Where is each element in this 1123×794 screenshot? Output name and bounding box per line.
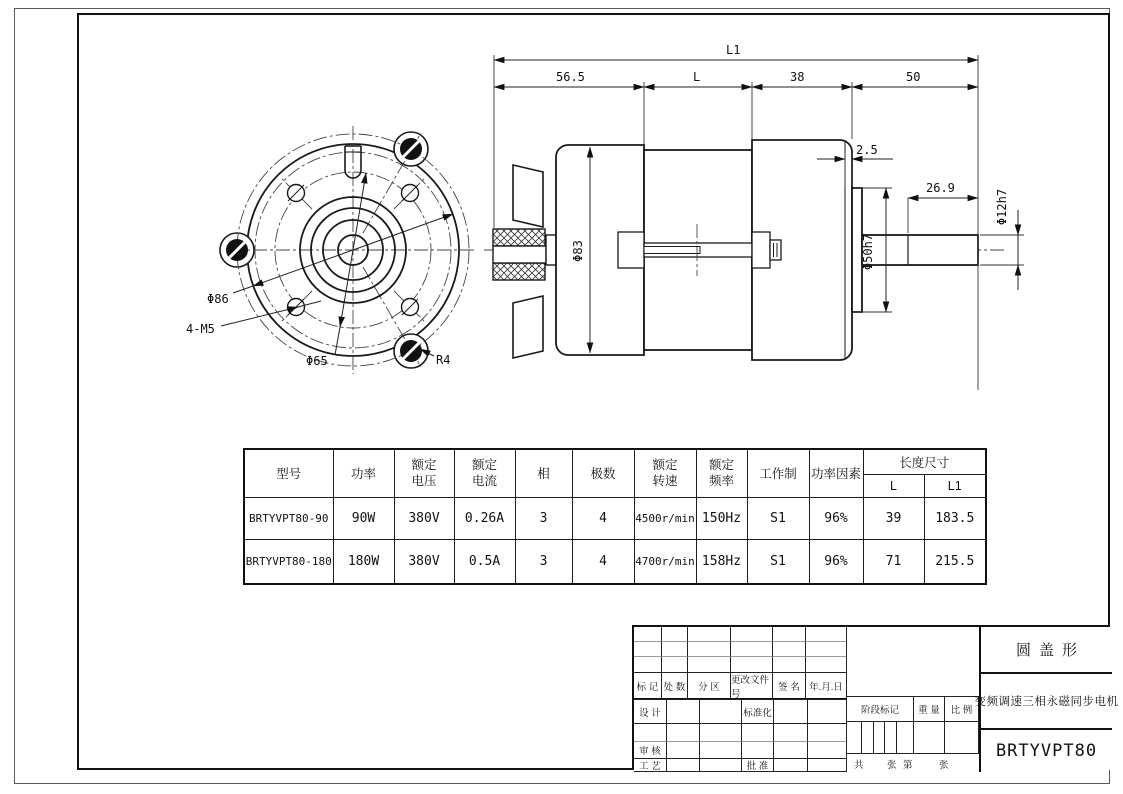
scale-label: 比 例	[945, 697, 979, 722]
review-label: 审 核	[634, 742, 667, 759]
col-header-phase: 相	[515, 449, 572, 497]
dim-4m5: 4-M5	[186, 322, 215, 336]
cell-phase: 3	[515, 497, 572, 539]
dim-d12h7: Φ12h7	[995, 188, 1009, 226]
revision-cell	[731, 642, 773, 657]
cell-current: 0.26A	[454, 497, 515, 539]
signature-cell	[634, 724, 667, 742]
signature-cell	[667, 700, 700, 724]
cell-poles: 4	[572, 497, 634, 539]
revision-header-count: 处 数	[662, 673, 688, 700]
cell-speed: 4700r/min	[634, 539, 696, 584]
col-header-power: 功率	[333, 449, 394, 497]
dim-d83: Φ83	[571, 240, 585, 262]
no-label: 第	[903, 760, 913, 771]
dim-50: 50	[906, 70, 921, 84]
signature-cell	[808, 742, 847, 759]
revision-header-docno: 更改文件号	[731, 673, 773, 700]
cell-phase: 3	[515, 539, 572, 584]
cell-L1: 215.5	[924, 539, 986, 584]
cell-voltage: 380V	[394, 539, 454, 584]
signature-cell	[808, 759, 847, 772]
cell-frequency: 150Hz	[696, 497, 747, 539]
sheet-label: 张	[939, 760, 949, 771]
total-label: 共	[854, 760, 864, 771]
cell-duty: S1	[747, 497, 809, 539]
revision-cell	[662, 627, 688, 642]
col-header-duty: 工作制	[747, 449, 809, 497]
cell-L1: 183.5	[924, 497, 986, 539]
signature-cell	[774, 700, 808, 724]
col-header-voltage: 额定电压	[394, 449, 454, 497]
revision-header-mark: 标 记	[634, 673, 662, 700]
signature-cell	[742, 742, 774, 759]
revision-cell	[731, 627, 773, 642]
revision-cell	[773, 627, 806, 642]
cell-frequency: 158Hz	[696, 539, 747, 584]
dim-l1: L1	[726, 43, 741, 57]
col-header-length: 长度尺寸	[863, 449, 986, 474]
dim-56-5: 56.5	[556, 70, 585, 84]
col-header-frequency: 额定频率	[696, 449, 747, 497]
signature-cell	[808, 700, 847, 724]
type-name: 圆盖形	[981, 627, 1112, 674]
cell-duty: S1	[747, 539, 809, 584]
cell-current: 0.5A	[454, 539, 515, 584]
table-row	[244, 539, 986, 584]
approve-label: 批 准	[742, 759, 774, 772]
revision-cell	[634, 657, 662, 673]
revision-cell	[731, 657, 773, 673]
product-name: 变频调速三相永磁同步电机	[981, 674, 1112, 730]
revision-cell	[806, 642, 847, 657]
sheet-count-row	[847, 754, 979, 772]
cell-model: BRTYVPT80-90	[244, 497, 333, 539]
col-header-L: L	[863, 474, 924, 497]
col-header-power-factor: 功率因素	[809, 449, 863, 497]
stage-box	[885, 722, 897, 754]
title-block-middle	[847, 627, 979, 772]
table-row	[244, 497, 986, 539]
stage-box	[874, 722, 885, 754]
cell-voltage: 380V	[394, 497, 454, 539]
revision-cell	[634, 627, 662, 642]
revision-cell	[773, 642, 806, 657]
rear-knurled-nut	[493, 229, 556, 280]
dim-l: L	[693, 70, 701, 84]
side-view	[484, 43, 1024, 390]
stage-box	[862, 722, 874, 754]
stage-box	[897, 722, 914, 754]
cell-power-factor: 96%	[809, 539, 863, 584]
dim-r4: R4	[436, 353, 451, 367]
stage-mark-label: 阶段标记	[847, 697, 914, 722]
revision-cell	[806, 627, 847, 642]
revision-header-date: 年.月.日	[806, 673, 847, 700]
col-header-current: 额定电流	[454, 449, 515, 497]
revision-cell	[688, 642, 731, 657]
revision-cell	[634, 642, 662, 657]
weight-value-cell	[914, 722, 945, 754]
revision-header-zone: 分 区	[688, 673, 731, 700]
drawing-number-area	[847, 627, 979, 697]
process-label: 工 艺	[634, 759, 667, 772]
spec-table	[243, 448, 987, 585]
dim-2-5: 2.5	[856, 143, 878, 157]
signature-cell	[667, 742, 700, 759]
signature-cell	[742, 724, 774, 742]
dim-26-9: 26.9	[926, 181, 955, 195]
scale-value-cell	[945, 722, 979, 754]
revision-table	[634, 627, 847, 700]
front-view	[186, 126, 476, 374]
cell-model: BRTYVPT80-180	[244, 539, 333, 584]
col-header-L1: L1	[924, 474, 986, 497]
revision-cell	[662, 657, 688, 673]
dim-d65: Φ65	[306, 354, 328, 368]
signature-cell	[808, 724, 847, 742]
standardization-label: 标准化	[742, 700, 774, 724]
signature-cell	[700, 700, 742, 724]
col-header-model: 型号	[244, 449, 333, 497]
cell-speed: 4500r/min	[634, 497, 696, 539]
signature-cell	[667, 724, 700, 742]
sheets-label: 张	[887, 760, 897, 771]
cell-power: 90W	[333, 497, 394, 539]
signature-cell	[700, 742, 742, 759]
weight-label: 重 量	[914, 697, 945, 722]
title-block-right	[974, 627, 1119, 772]
cell-power-factor: 96%	[809, 497, 863, 539]
title-block	[632, 625, 1119, 772]
signature-cell	[700, 724, 742, 742]
signature-cell	[774, 742, 808, 759]
dim-d50h7: Φ50h7	[861, 233, 875, 271]
signature-cell	[774, 724, 808, 742]
cell-poles: 4	[572, 539, 634, 584]
cell-L: 39	[863, 497, 924, 539]
revision-cell	[688, 627, 731, 642]
signature-grid	[634, 700, 847, 772]
signature-cell	[667, 759, 700, 772]
signature-cell	[700, 759, 742, 772]
revision-cell	[806, 657, 847, 673]
signature-cell	[774, 759, 808, 772]
cell-power: 180W	[333, 539, 394, 584]
design-label: 设 计	[634, 700, 667, 724]
cell-L: 71	[863, 539, 924, 584]
dim-38: 38	[790, 70, 805, 84]
model-number: BRTYVPT80	[995, 741, 1098, 761]
revision-cell	[773, 657, 806, 673]
stage-mark-boxes	[847, 722, 979, 754]
stage-box	[847, 722, 862, 754]
revision-cell	[662, 642, 688, 657]
col-header-poles: 极数	[572, 449, 634, 497]
revision-cell	[688, 657, 731, 673]
col-header-speed: 额定转速	[634, 449, 696, 497]
revision-header-signature: 签 名	[773, 673, 806, 700]
dim-d86: Φ86	[207, 292, 229, 306]
